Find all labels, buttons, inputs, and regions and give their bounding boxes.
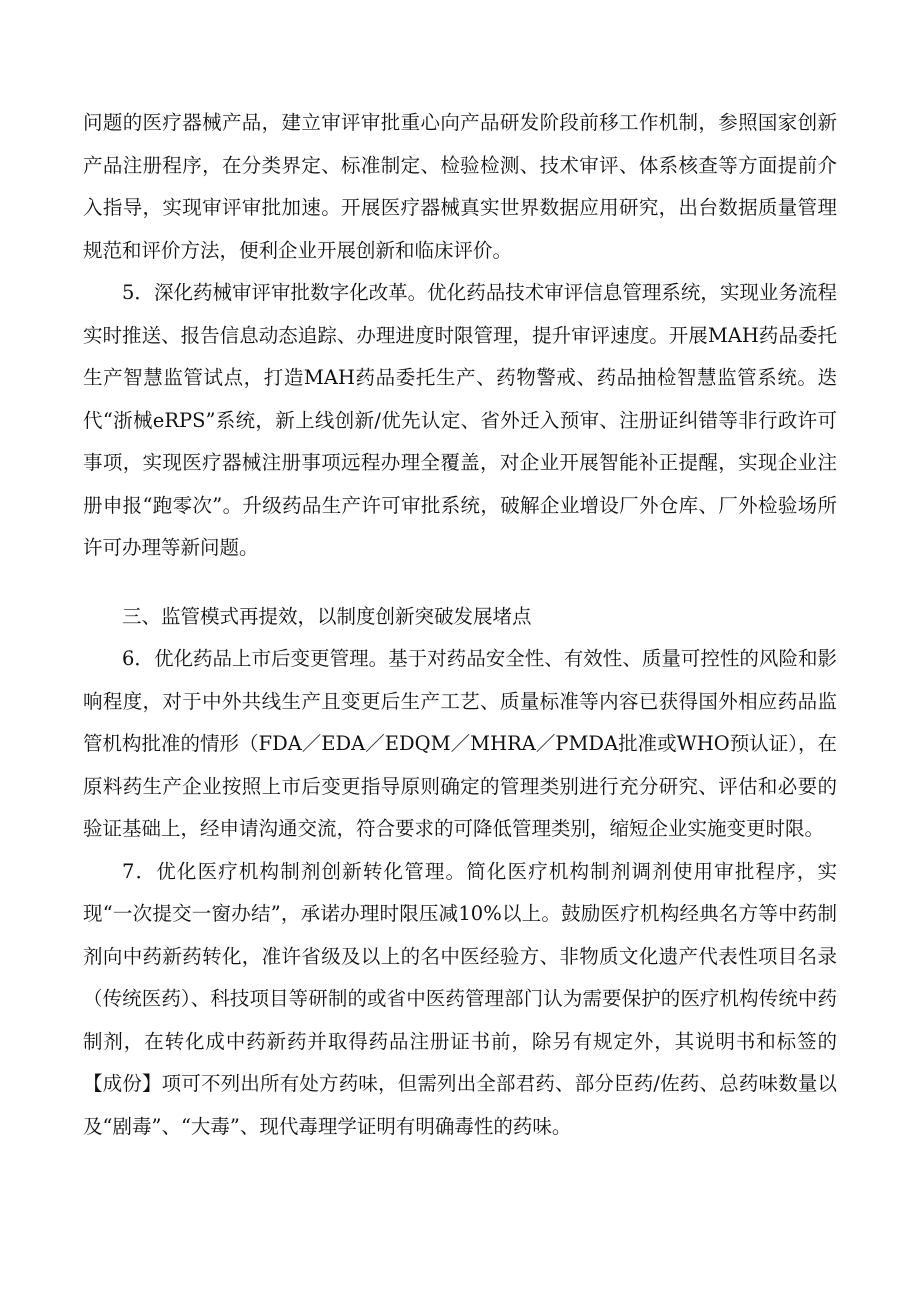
section-heading: 三、监管模式再提效，以制度创新突破发展堵点: [122, 604, 532, 628]
document-page: [83, 102, 837, 1148]
paragraph-item-6: 6．优化药品上市后变更管理。基于对药品安全性、有效性、质量可控性的风险和影响程度，对于中外共线生产且变更后生产工艺、质量标准等内容已获得国外相应药品监管机构批准的情形（FDA／EDA／EDQM／MHRA／PMDA批准或WHO预认证），在原料药生产企业按照上市后变更指导原则确定的管理类别进行充分研究、评估和必要的验证基础上，经申请沟通交流，符合要求的可降低管理类别，缩短企业实施变更时限。: [83, 647, 837, 840]
paragraph-item-7: 7．优化医疗机构制剂创新转化管理。简化医疗机构制剂调剂使用审批程序，实现“一次提交一窗办结”，承诺办理时限压减10%以上。鼓励医疗机构经典名方等中药制剂向中药新药转化，准许省级及以上的名中医经验方、非物质文化遗产代表性项目名录（传统医药）、科技项目等研制的或省中医药管理部门认为需要保护的医疗机构传统中药制剂，在转化成中药新药并取得药品注册证书前，除另有规定外，其说明书和标签的【成份】项可不列出所有处方药味，但需列出全部君药、部分臣药/佐药、总药味数量以及“剧毒”、“大毒”、现代毒理学证明有明确毒性的药味。: [83, 859, 837, 1138]
paragraph-item-5: 5．深化药械审评审批数字化改革。优化药品技术审评信息管理系统，实现业务流程实时推送、报告信息动态追踪、办理进度时限管理，提升审评速度。开展MAH药品委托生产智慧监管试点，打造MAH药品委托生产、药物警戒、药品抽检智慧监管系统。迭代“浙械eRPS”系统，新上线创新/优先认定、省外迁入预审、注册证纠错等非行政许可事项，实现医疗器械注册事项远程办理全覆盖，对企业开展智能补正提醒，实现企业注册申报“跑零次”。升级药品生产许可审批系统，破解企业增设厂外仓库、厂外检验场所许可办理等新问题。: [83, 281, 837, 559]
section-spacer: [83, 570, 837, 596]
paragraph-continued: 问题的医疗器械产品，建立审评审批重心向产品研发阶段前移工作机制，参照国家创新产品注册程序，在分类界定、标准制定、检验检测、技术审评、体系核查等方面提前介入指导，实现审评审批加速。开展医疗器械真实世界数据应用研究，出台数据质量管理规范和评价方法，便利企业开展创新和临床评价。: [83, 111, 837, 262]
